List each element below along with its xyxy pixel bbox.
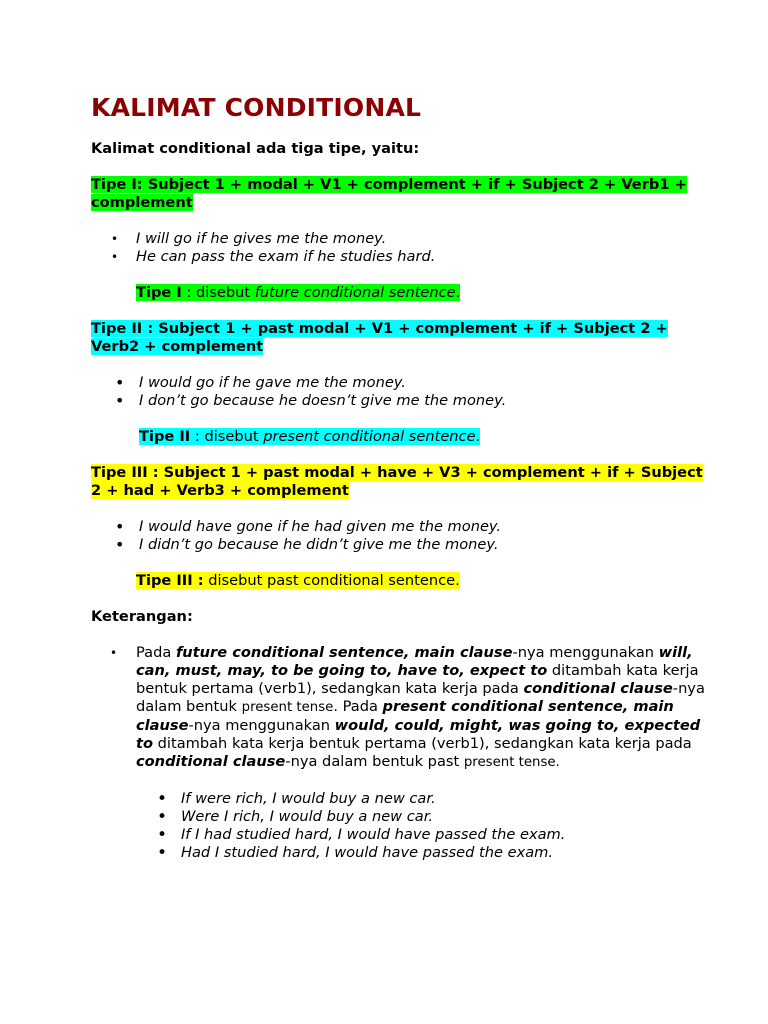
type-3-formula — [91, 464, 711, 500]
para-term: , — [622, 698, 634, 715]
para-text: -nya dalam bentuk past — [285, 753, 464, 770]
para-text: . Pada — [333, 698, 383, 715]
type-1-note-term: future conditional sentence — [254, 284, 456, 301]
para-text: -nya menggunakan — [188, 717, 335, 734]
list-item: • I will go if he gives me the money. — [91, 230, 711, 248]
type-3-examples — [91, 518, 711, 554]
type-1-formula — [91, 176, 711, 212]
type-1-note-sep: : disebut — [181, 284, 255, 301]
para-term: conditional clause — [523, 680, 673, 697]
type-2-note — [139, 428, 711, 446]
para-term: would, could, might, was going to, expected to — [136, 717, 701, 752]
list-item: • I would go if he gave me the money. — [91, 374, 711, 392]
para-text: -nya dalam bentuk — [136, 680, 705, 715]
para-text: ditambah kata kerja bentuk pertama (verb1), sedangkan kata kerja pada — [136, 662, 699, 697]
list-item: • If were rich, I would buy a new car. — [91, 790, 711, 808]
type-3-note — [136, 572, 711, 590]
type-2-formula-text: Tipe II : Subject 1 + past modal + V1 + complement + if + Subject 2 + Verb2 + complement — [91, 320, 668, 355]
para-text: Pada — [136, 644, 176, 661]
type-1-note-label: Tipe I — [136, 284, 182, 301]
keterangan-paragraph — [91, 644, 711, 772]
type-2-examples — [91, 374, 711, 410]
type-3-note-label: Tipe III : — [136, 572, 204, 589]
list-item: • Had I studied hard, I would have passed the exam. — [91, 844, 711, 862]
type-2-note-end: . — [475, 428, 481, 445]
type-3-formula-text: Tipe III : Subject 1 + past modal + have + V3 + complement + if + Subject 2 + had + Verb3 + complement — [91, 464, 703, 499]
para-text: present tense — [241, 700, 334, 715]
para-term: future conditional sentence, main clause — [175, 644, 513, 661]
type-2-formula — [91, 320, 711, 356]
type-3-note-sep: disebut past conditional sentence. — [203, 572, 460, 589]
para-text: -nya menggunakan — [512, 644, 659, 661]
para-text: present tense. — [463, 755, 560, 770]
document-page — [91, 92, 711, 862]
para-term: conditional clause — [136, 753, 286, 770]
intro-text: Kalimat conditional ada tiga tipe, yaitu: — [91, 140, 420, 157]
list-item: • He can pass the exam if he studies hard. — [91, 248, 711, 266]
type-2-note-label: Tipe II — [139, 428, 191, 445]
para-text: ditambah kata kerja bentuk pertama (verb1), sedangkan kata kerja pada — [153, 735, 692, 752]
para-term: present conditional sentence — [382, 698, 623, 715]
list-item: • If I had studied hard, I would have passed the exam. — [91, 826, 711, 844]
keterangan-heading: Keterangan: — [91, 608, 193, 625]
list-item: • Were I rich, I would buy a new car. — [91, 808, 711, 826]
para-term: main clause — [136, 698, 674, 734]
type-2-note-sep: : disebut — [190, 428, 264, 445]
list-item: • I don’t go because he doesn’t give me the money. — [91, 392, 711, 410]
keterangan-examples — [91, 790, 711, 862]
para-term: will, can, must, may, to be going to, have to, expect to — [136, 644, 693, 679]
list-item: • I would have gone if he had given me the money. — [91, 518, 711, 536]
type-2-note-term: present conditional sentence — [263, 428, 476, 445]
bullet-icon: • — [110, 646, 118, 660]
list-item: • I didn’t go because he didn’t give me the money. — [91, 536, 711, 554]
type-1-note-end: . — [455, 284, 461, 301]
type-1-examples — [91, 230, 711, 266]
type-1-formula-text: Tipe I: Subject 1 + modal + V1 + complement + if + Subject 2 + Verb1 + complement — [91, 176, 687, 211]
type-1-note — [136, 284, 711, 302]
page-title: KALIMAT CONDITIONAL — [91, 93, 422, 122]
